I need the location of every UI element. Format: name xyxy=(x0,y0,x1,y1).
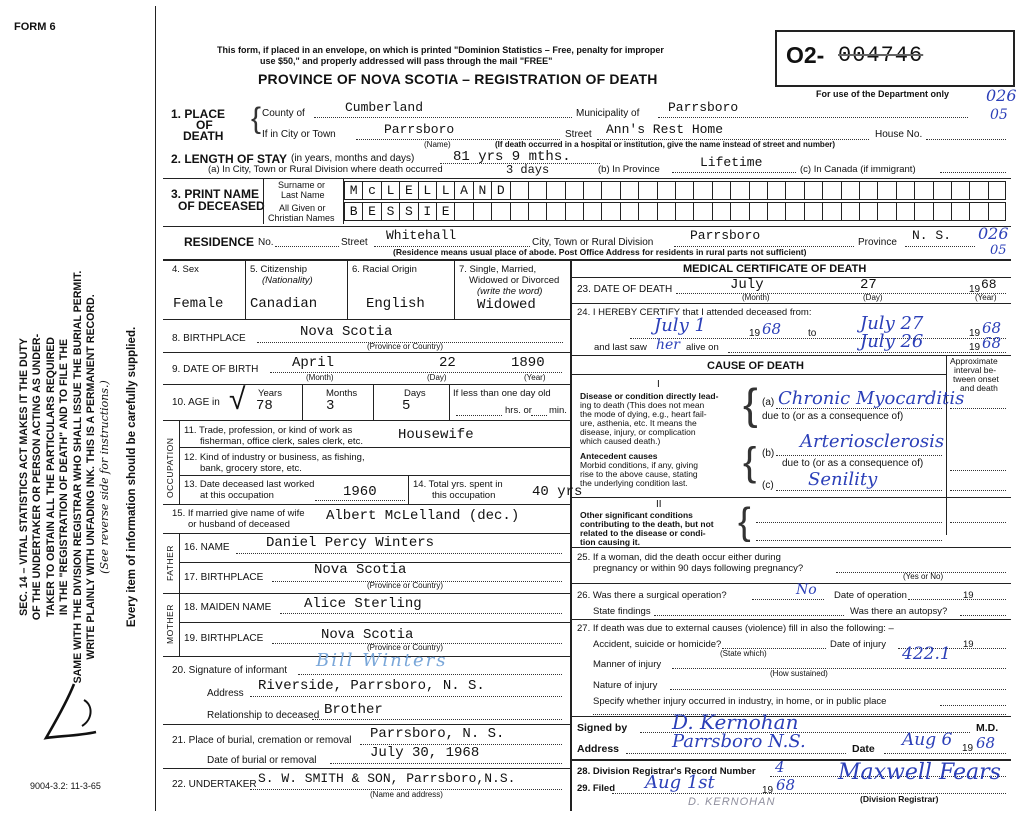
mail-notice-2: use $50," and properly addressed will pass through the mail "FREE" xyxy=(260,56,553,66)
op-date-label: Date of operation xyxy=(834,590,907,601)
informant-address-label: Address xyxy=(207,688,244,699)
residence-province: N. S. xyxy=(912,228,952,243)
marital-label-3: (write the word) xyxy=(477,286,543,297)
dob-day: 22 xyxy=(439,355,456,371)
place-label-1: 1. PLACE xyxy=(171,107,226,121)
surname-letter-cell xyxy=(969,181,987,200)
doctor-date: Aug 6 xyxy=(902,730,953,750)
part-2-label: II xyxy=(656,499,662,510)
alive-label: alive on xyxy=(686,342,719,353)
dob-month: April xyxy=(292,355,335,371)
informant-signature: Bill Winters xyxy=(316,650,448,671)
cause-b-value: Arteriosclerosis xyxy=(800,431,945,452)
filed-label: 29. Filed xyxy=(577,783,616,794)
dob-year: 1890 xyxy=(511,355,545,371)
given-letter-cell xyxy=(822,202,840,221)
reg-number-value: 4 xyxy=(775,758,785,776)
racial-label: 6. Racial Origin xyxy=(352,264,417,275)
given-letter-cell xyxy=(510,202,528,221)
dept-code-2: 05 xyxy=(990,107,1008,123)
racial-value: English xyxy=(366,296,425,312)
given-letter-cell xyxy=(454,202,472,221)
side-line-8: Every item of information should be carefully supplied. xyxy=(125,326,138,628)
maiden-label: 18. MAIDEN NAME xyxy=(184,602,272,613)
industry-label-2: bank, grocery store, etc. xyxy=(200,463,302,474)
burial-place: Parrsboro, N. S. xyxy=(370,726,505,742)
industry-label-1: 12. Kind of industry or business, as fishing, xyxy=(184,452,365,463)
surname-letter-cell xyxy=(693,181,711,200)
house-label: House No. xyxy=(875,129,923,140)
place-label-2: OF xyxy=(196,118,213,132)
father-birthplace-label: 17. BIRTHPLACE xyxy=(184,572,264,583)
registrar-signature: Maxwell Fears xyxy=(838,760,1001,785)
county-value: Cumberland xyxy=(345,100,424,115)
father-side-label: FATHER xyxy=(165,545,175,581)
disease-label-4: ure, asthenia, etc. It means the xyxy=(580,418,697,428)
alive-year: 68 xyxy=(982,334,1002,352)
marital-label-1: 7. Single, Married, xyxy=(459,264,537,275)
surname-letter-cell xyxy=(601,181,619,200)
given-letter-cell xyxy=(620,202,638,221)
given-letter-cell xyxy=(601,202,619,221)
given-label-1: All Given or xyxy=(279,203,326,213)
dod-month: July xyxy=(730,277,764,293)
given-letter-cell xyxy=(712,202,730,221)
mother-side-label: MOTHER xyxy=(165,604,175,644)
undertaker-note: (Name and address) xyxy=(370,790,443,799)
side-line-1: SEC. 14 – VITAL STATISTICS ACT MAKES IT THE DUTY xyxy=(18,338,30,616)
county-label: County of xyxy=(262,108,305,119)
municipality-label: Municipality of xyxy=(576,108,640,119)
surname-letter-cell xyxy=(914,181,932,200)
side-line-2: OF THE UNDERTAKER OR PERSON ACTING AS UNDER- xyxy=(31,333,44,621)
residence-city: Parrsboro xyxy=(690,228,761,243)
filed-year-prefix: 19 xyxy=(762,785,774,796)
surname-letter-cell xyxy=(638,181,656,200)
doctor-stamp: D. KERNOHAN xyxy=(688,796,776,808)
burial-place-label: 21. Place of burial, cremation or removal xyxy=(172,735,352,746)
hrs-label: hrs. or xyxy=(505,405,532,416)
given-letter-cell: E xyxy=(362,202,380,221)
surname-letter-cell: M xyxy=(344,181,362,200)
residence-note: (Residence means usual place of abode. Post Office Address for residents in rural parts not sufficient) xyxy=(393,247,807,257)
specify-label: Specify whether injury occurred in industry, in home, or in public place xyxy=(593,696,887,707)
city-value: Parrsboro xyxy=(384,122,455,137)
disease-label-1: Disease or condition directly lead- xyxy=(580,391,719,401)
surname-letter-cell xyxy=(988,181,1006,200)
residence-street: Whitehall xyxy=(386,228,457,243)
surname-letter-cell xyxy=(657,181,675,200)
external-label: 27. If death was due to external causes (violence) fill in also the following: – xyxy=(577,623,894,634)
side-line-4: IN THE "REGISTRATION OF DEATH" AND TO FILE THE xyxy=(58,338,71,616)
maiden-value: Alice Sterling xyxy=(304,596,422,612)
dod-label: 23. DATE OF DEATH xyxy=(577,284,673,295)
given-letter-cell xyxy=(951,202,969,221)
surname-letter-cell xyxy=(583,181,601,200)
dod-year: 68 xyxy=(981,277,997,292)
accident-label: Accident, suicide or homicide? xyxy=(593,639,722,650)
given-letter-cell xyxy=(804,202,822,221)
total-label-1: 14. Total yrs. spent in xyxy=(413,479,503,490)
certify-label: 24. I HEREBY CERTIFY that I attended deceased from: xyxy=(577,307,812,318)
mother-birthplace: Nova Scotia xyxy=(321,627,414,643)
left-margin-line xyxy=(155,6,156,811)
certify-from-year: 68 xyxy=(762,320,782,338)
yes-no-note: (Yes or No) xyxy=(903,572,944,581)
given-letter-cell xyxy=(841,202,859,221)
given-letter-cell xyxy=(767,202,785,221)
occupation-side-label: OCCUPATION xyxy=(165,437,175,498)
given-letter-cell xyxy=(638,202,656,221)
marital-label-2: Widowed or Divorced xyxy=(469,275,560,286)
op-year-prefix: 19 xyxy=(963,590,974,601)
registrar-note: (Division Registrar) xyxy=(860,794,939,804)
birthplace-note: (Province or Country) xyxy=(367,342,444,351)
other-label-3: related to the disease or condi- xyxy=(580,528,706,538)
surname-letter-cell: L xyxy=(418,181,436,200)
disease-label-2: ing to death (This does not mean xyxy=(580,400,705,410)
cause-a-value: Chronic Myocarditis xyxy=(778,388,965,409)
cause-c-value: Senility xyxy=(808,469,878,490)
surname-letter-cell xyxy=(933,181,951,200)
min-label: min. xyxy=(549,405,567,416)
state-which-note: (State which) xyxy=(720,649,767,658)
name-label-2: OF DECEASED xyxy=(178,199,265,213)
given-label-2: Christian Names xyxy=(268,213,335,223)
burial-date-label: Date of burial or removal xyxy=(207,755,317,766)
given-letter-cell: E xyxy=(436,202,454,221)
injury-date-label: Date of injury xyxy=(830,639,886,650)
antecedent-label-2: Morbid conditions, if any, giving xyxy=(580,460,698,470)
mother-birthplace-label: 19. BIRTHPLACE xyxy=(184,633,264,644)
relationship-value: Brother xyxy=(324,702,383,718)
alive-on: July 26 xyxy=(860,331,924,352)
given-letter-cell: S xyxy=(399,202,417,221)
surname-letter-cell xyxy=(675,181,693,200)
residence-city-label: City, Town or Rural Division xyxy=(532,237,654,248)
certify-from: July 1 xyxy=(654,315,706,336)
filed-value: Aug 1st xyxy=(645,772,715,793)
certify-to: July 27 xyxy=(860,313,924,334)
given-letter-cell xyxy=(565,202,583,221)
residence-label: RESIDENCE xyxy=(184,235,255,249)
given-letter-cell xyxy=(896,202,914,221)
side-line-3: TAKER TO OBTAIN ALL THE PARTICULARS REQUIRED xyxy=(44,337,57,617)
given-letter-cell xyxy=(473,202,491,221)
age-months: 3 xyxy=(326,398,335,414)
residence-no-label: No. xyxy=(258,237,274,248)
given-letter-cell xyxy=(785,202,803,221)
given-letter-cell xyxy=(546,202,564,221)
form-number: FORM 6 xyxy=(14,21,56,33)
autopsy-label: Was there an autopsy? xyxy=(850,606,948,617)
other-label-2: contributing to the death, but not xyxy=(580,519,714,529)
city-name-note: (Name) xyxy=(424,140,451,149)
years-label: Years xyxy=(258,388,282,399)
surname-letter-cell xyxy=(841,181,859,200)
disease-label-6: which caused death.) xyxy=(580,436,661,446)
dept-code-1: 026 xyxy=(986,86,1017,105)
less-day-label: If less than one day old xyxy=(453,388,551,399)
surname-letter-cell xyxy=(528,181,546,200)
stay-b-label: (b) In Province xyxy=(598,164,660,175)
stay-value: 81 yrs 9 mths. xyxy=(453,149,571,165)
given-letter-cell xyxy=(528,202,546,221)
mail-notice-1: This form, if placed in an envelope, on which is printed "Dominion Statistics – Free, penalty for improper xyxy=(217,45,664,55)
surname-label-1: Surname or xyxy=(278,180,326,190)
given-letter-cell: I xyxy=(418,202,436,221)
age-days: 5 xyxy=(402,398,411,414)
part-1-label: I xyxy=(657,379,660,390)
given-letter-cell: S xyxy=(381,202,399,221)
given-letter-cell xyxy=(969,202,987,221)
father-name: Daniel Percy Winters xyxy=(266,535,435,551)
cause-a-label: (a) xyxy=(762,397,775,408)
citizenship-label-2: (Nationality) xyxy=(262,275,313,286)
given-letter-cell xyxy=(730,202,748,221)
due-to-b: due to (or as a consequence of) xyxy=(782,458,924,469)
informant-address: Riverside, Parrsboro, N. S. xyxy=(258,678,485,694)
citizenship-value: Canadian xyxy=(250,296,318,312)
form-code: 9004-3.2: 11-3-65 xyxy=(30,781,101,791)
given-letter-cell xyxy=(657,202,675,221)
dob-month-note: (Month) xyxy=(306,373,334,382)
days-label: Days xyxy=(404,388,426,399)
marital-value: Widowed xyxy=(477,297,536,313)
nature-label: Nature of injury xyxy=(593,680,658,691)
other-label-1: Other significant conditions xyxy=(580,510,693,520)
surgery-label: 26. Was there a surgical operation? xyxy=(577,590,727,601)
side-line-7: (See reverse side for instructions.) xyxy=(98,380,112,574)
given-grid xyxy=(344,202,1006,221)
surname-letter-cell xyxy=(804,181,822,200)
birthplace-value: Nova Scotia xyxy=(300,324,393,340)
surname-grid xyxy=(344,181,1006,200)
surname-letter-cell xyxy=(712,181,730,200)
surname-letter-cell xyxy=(822,181,840,200)
reg-number-label: 28. Division Registrar's Record Number xyxy=(577,766,756,777)
doctor-date-year: 68 xyxy=(976,734,996,752)
given-letter-cell xyxy=(933,202,951,221)
total-value: 40 yrs xyxy=(532,484,583,500)
interval-label-1: Approximate xyxy=(950,356,998,366)
relationship-label: Relationship to deceased xyxy=(207,710,320,721)
certify-to-year-prefix: 19 xyxy=(969,328,981,339)
given-letter-cell xyxy=(988,202,1006,221)
surname-letter-cell: c xyxy=(362,181,380,200)
interval-label-2: interval be- xyxy=(954,365,997,375)
dob-year-note: (Year) xyxy=(524,373,546,382)
doctor-address: Parrsboro N.S. xyxy=(672,731,806,752)
surname-letter-cell xyxy=(785,181,803,200)
page-title: PROVINCE OF NOVA SCOTIA – REGISTRATION OF DEATH xyxy=(258,71,658,87)
stay-label: 2. LENGTH OF STAY xyxy=(171,152,288,166)
citizenship-label-1: 5. Citizenship xyxy=(250,264,308,275)
given-letter-cell xyxy=(693,202,711,221)
sex-value: Female xyxy=(173,296,224,312)
total-label-2: this occupation xyxy=(432,490,496,501)
pregnancy-label-2: pregnancy or within 90 days following pregnancy? xyxy=(593,563,804,574)
md-label: M.D. xyxy=(976,722,999,734)
surname-letter-cell xyxy=(730,181,748,200)
given-letter-cell xyxy=(675,202,693,221)
stay-c-label: (c) In Canada (if immigrant) xyxy=(800,164,916,175)
trade-label-2: fisherman, office clerk, sales clerk, etc. xyxy=(200,436,363,447)
serial-prefix: O2- xyxy=(786,42,825,68)
alive-year-prefix: 19 xyxy=(969,342,981,353)
disease-label-3: the mode of dying, e.g., heart fail- xyxy=(580,409,707,419)
serial-number: 004746 xyxy=(838,43,924,68)
state-findings-label: State findings xyxy=(593,606,651,617)
interval-label-3: tween onset xyxy=(953,374,999,384)
certify-from-year-prefix: 19 xyxy=(749,328,761,339)
residence-province-label: Province xyxy=(858,237,897,248)
informant-sig-label: 20. Signature of informant xyxy=(172,665,288,676)
given-letter-cell xyxy=(583,202,601,221)
trade-value: Housewife xyxy=(398,427,474,443)
city-label: If in City or Town xyxy=(262,129,336,140)
given-letter-cell xyxy=(859,202,877,221)
side-line-6: WRITE PLAINLY WITH UNFADING INK. THIS IS A PERMANENT RECORD. xyxy=(85,294,98,660)
stay-a-label: (a) In City, Town or Rural Division where death occurred xyxy=(208,164,443,175)
surname-letter-cell xyxy=(620,181,638,200)
given-letter-cell: B xyxy=(344,202,362,221)
trade-label-1: 11. Trade, profession, or kind of work as xyxy=(184,425,353,436)
stay-a-value: 3 days xyxy=(506,163,550,177)
hospital-note: (If death occurred in a hospital or institution, give the name instead of street and number) xyxy=(495,140,836,149)
undertaker-label: 22. UNDERTAKER xyxy=(172,779,257,790)
certify-to-year: 68 xyxy=(982,319,1002,337)
surname-letter-cell xyxy=(546,181,564,200)
pregnancy-label-1: 25. If a woman, did the death occur either during xyxy=(577,552,781,563)
residence-street-label: Street xyxy=(341,237,368,248)
cause-c-label: (c) xyxy=(762,480,774,491)
registrar-mark xyxy=(36,680,106,750)
last-worked-label-2: at this occupation xyxy=(200,490,274,501)
surname-letter-cell xyxy=(859,181,877,200)
dod-year-prefix: 19 xyxy=(969,284,981,295)
interval-label-4: and death xyxy=(960,383,998,393)
other-label-4: tion causing it. xyxy=(580,537,640,547)
filed-year: 68 xyxy=(776,776,796,794)
cause-code: 422.1 xyxy=(902,644,951,664)
surname-letter-cell xyxy=(565,181,583,200)
mother-birthplace-note: (Province or Country) xyxy=(367,643,444,652)
due-to-a: due to (or as a consequence of) xyxy=(762,411,904,422)
burial-date: July 30, 1968 xyxy=(370,745,480,761)
cause-heading: CAUSE OF DEATH xyxy=(707,360,804,372)
stay-b-value: Lifetime xyxy=(700,155,763,170)
given-letter-cell xyxy=(877,202,895,221)
surname-letter-cell xyxy=(951,181,969,200)
surname-letter-cell: L xyxy=(436,181,454,200)
cause-b-label: (b) xyxy=(762,448,775,459)
municipality-value: Parrsboro xyxy=(668,100,739,115)
surname-letter-cell: L xyxy=(381,181,399,200)
doctor-date-year-prefix: 19 xyxy=(962,743,974,754)
residence-code-2: 05 xyxy=(990,243,1007,258)
surname-letter-cell xyxy=(896,181,914,200)
manner-label: Manner of injury xyxy=(593,659,662,670)
place-label-3: DEATH xyxy=(183,129,224,143)
age-label: 10. AGE in xyxy=(172,397,220,408)
age-years: 78 xyxy=(256,398,273,414)
father-name-label: 16. NAME xyxy=(184,542,230,553)
side-line-5: SAME WITH THE DIVISION REGISTRAR WHO SHALL ISSUE THE BURIAL PERMIT. xyxy=(71,270,84,684)
father-birthplace: Nova Scotia xyxy=(314,562,407,578)
antecedent-label-1: Antecedent causes xyxy=(580,451,658,461)
last-worked-value: 1960 xyxy=(343,484,377,500)
surname-letter-cell: E xyxy=(399,181,417,200)
dod-day: 27 xyxy=(860,277,877,293)
surname-letter-cell xyxy=(877,181,895,200)
doctor-address-label: Address xyxy=(577,743,620,755)
antecedent-label-3: rise to the above cause, stating xyxy=(580,469,698,479)
stay-sub: (in years, months and days) xyxy=(291,153,415,164)
signed-label: Signed by xyxy=(577,722,628,734)
dob-label: 9. DATE OF BIRTH xyxy=(172,364,259,375)
surname-letter-cell xyxy=(767,181,785,200)
dept-use-label: For use of the Department only xyxy=(816,89,950,99)
certify-to-label: to xyxy=(808,328,817,339)
name-label-1: 3. PRINT NAME xyxy=(171,187,260,201)
spouse-label-1: 15. If married give name of wife xyxy=(172,508,305,519)
father-birthplace-note: (Province or Country) xyxy=(367,581,444,590)
surname-letter-cell xyxy=(749,181,767,200)
spouse-label-2: or husband of deceased xyxy=(188,519,290,530)
surname-label-2: Last Name xyxy=(281,190,325,200)
spouse-value: Albert McLelland (dec.) xyxy=(326,508,520,524)
last-worked-label-1: 13. Date deceased last worked xyxy=(184,479,315,490)
months-label: Months xyxy=(326,388,358,399)
street-value: Ann's Rest Home xyxy=(606,122,724,137)
last-saw-label: and last saw xyxy=(594,342,647,353)
residence-code-1: 026 xyxy=(978,224,1009,243)
antecedent-label-4: the underlying condition last. xyxy=(580,478,688,488)
birthplace-label: 8. BIRTHPLACE xyxy=(172,333,246,344)
sex-label: 4. Sex xyxy=(172,264,199,275)
dod-year-note: (Year) xyxy=(975,293,997,302)
street-label: Street xyxy=(565,129,592,140)
surname-letter-cell xyxy=(510,181,528,200)
signed-value: D. Kernohan xyxy=(672,710,799,734)
dob-day-note: (Day) xyxy=(427,373,447,382)
surgery-value: No xyxy=(796,582,817,598)
dod-month-note: (Month) xyxy=(742,293,770,302)
surname-letter-cell: D xyxy=(491,181,509,200)
given-letter-cell xyxy=(914,202,932,221)
given-letter-cell xyxy=(749,202,767,221)
medical-heading: MEDICAL CERTIFICATE OF DEATH xyxy=(683,263,867,275)
dod-day-note: (Day) xyxy=(863,293,883,302)
doctor-date-label: Date xyxy=(852,743,875,755)
injury-year-prefix: 19 xyxy=(963,639,974,650)
last-saw-pronoun: her xyxy=(656,337,680,353)
surname-letter-cell: A xyxy=(454,181,472,200)
how-sustained-note: (How sustained) xyxy=(770,669,828,678)
age-check: √ xyxy=(229,383,246,416)
disease-label-5: disease, injury, or complication xyxy=(580,427,696,437)
surname-letter-cell: N xyxy=(473,181,491,200)
undertaker-value: S. W. SMITH & SON, Parrsboro,N.S. xyxy=(258,771,516,786)
given-letter-cell xyxy=(491,202,509,221)
